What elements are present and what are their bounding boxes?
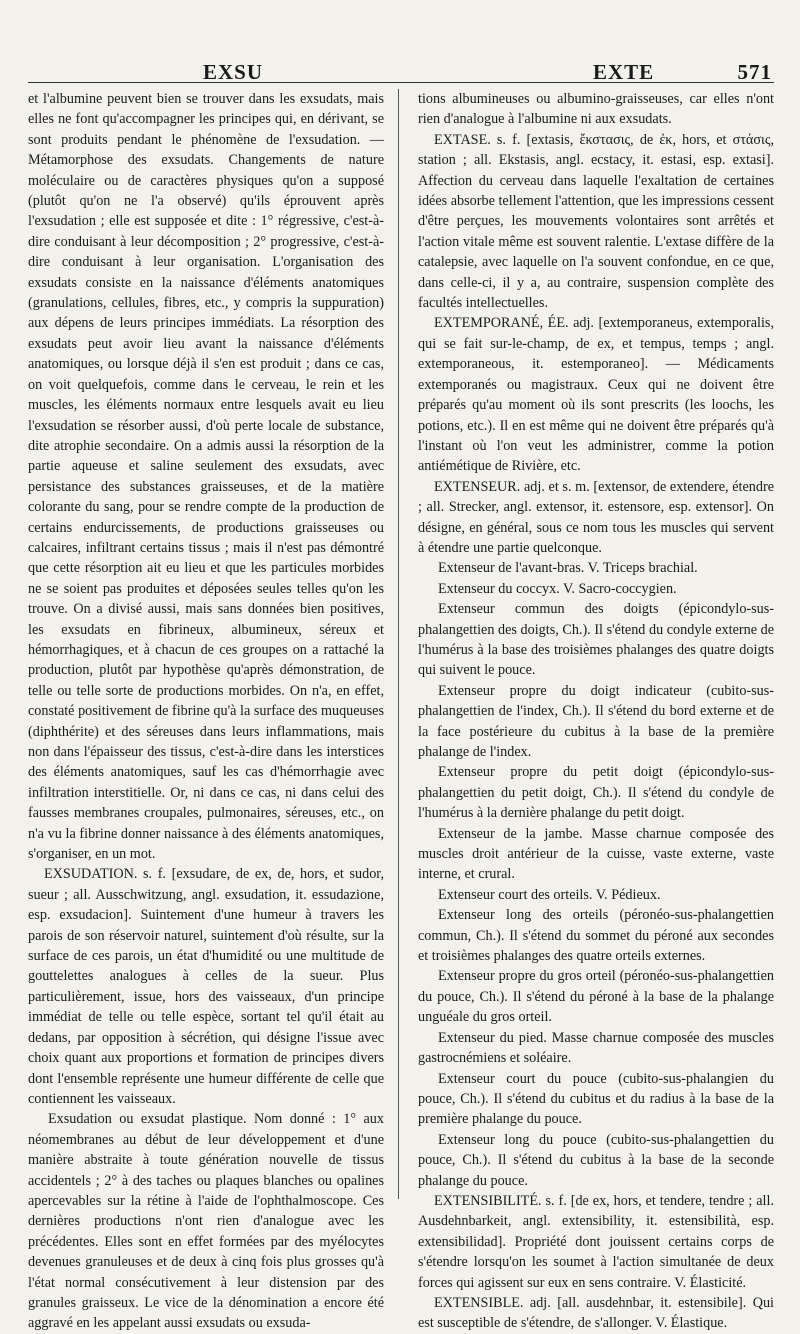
subentry-exsudation-plastique: Exsudation ou exsudat plastique. Nom donné : 1° aux néomembranes au début de leur développement et d'une manière abstraite à toute génération nouvelle de tissus accidentels ; 2° à des taches ou plaques blanches ou opalines apercevables sur la rétine à l'aide de l'ophthalmoscope. Ces dernières productions n'ont rien d'analogue avec les précédentes. Elles sont en effet formées par des myélocytes devenues granuleuses et de deux à cinq fois plus grosses qu'à l'état normal consécutivement à leur distension par des granules graisseux. Le vice de la dénomination a encore été aggravé en les appelant aussi exsudats ou exsuda- <box>28 1111 384 1332</box>
paragraph-exsudats-continued: et l'albumine peuvent bien se trouver dans les exsudats, mais elles ne font qu'accompagner les principes qui, en dérivant, se sont produits pendant le phénomène de l'exsudation. — Métamorphose des exsudats. Changements de nature moléculaire ou de caractères physiques qu'on a supposé (plutôt qu'on ne l'a observé) qu'ils éprouvent après l'exsudation ; elle est supposée et dite : 1° régressive, c'est-à-dire conduisant à leur décomposition ; 2° progressive, c'est-à-dire conduisant à leur organisation. L'organisation des exsudats consiste en la naissance d'éléments anatomiques (granulations, cellules, fibres, etc., y compris la suppuration) aux dépens de leurs principes immédiats. La résorption des exsudats peut avoir lieu avant la naissance d'éléments anatomiques, ou lorsque déjà il s'en est produit ; dans ce cas, on voit quelquefois, comme dans le cerveau, le rein et les muscles, les éléments normaux entre lesquels avait eu lieu l'exsudation se résorber aussi, d'où perte locale de substance, dite atrophie secondaire. On a admis aussi la résorption de la partie aqueuse et saline seulement des exsudats, avec persistance des substances graisseuses, et de la matière colorante du sang, pour se rendre compte de la production de certains endurcissements, de productions graisseuses ou calcaires, infiltrant certains tissus ; mais il n'est pas démontré que cette résorption ait eu lieu et que les particules morbides ne se soient pas produites et déposées seules telles qu'on les trouve. On a divisé aussi, mais sans données bien positives, les exsudats en fibrineux, albumineux, séreux et hémorrhagiques, et à chacun de ces groupes on a rattaché la production, plutôt par hypothèse qu'après démonstration, de telle ou telle sorte de productions morbides. On n'a, en effet, constaté positivement de fibrine qu'à la surface des muqueuses (diphthérite) et des séreuses dans leurs inflammations, mais non dans l'épaisseur des tissus, c'est-à-dire dans les interstices des éléments anatomiques, sauf les cas d'hémorrhagie avec infiltration interstitielle. Or, ni dans ce cas, ni dans celui des fausses membranes croupales, pulmonaires, séreuses, etc., on n'a vu la fibrine donner naissance à des éléments anatomiques, s'organiser, en un mot. <box>28 91 384 863</box>
header-rule <box>28 82 774 83</box>
subentry-extenseur-coccyx: Extenseur du coccyx. V. Sacro-coccygien. <box>438 580 677 597</box>
entry-extensibilite: EXTENSIBILITÉ. s. f. [de ex, hors, et tendere, tendre ; all. Ausdehnbarkeit, angl. extensibility, it. estensibilità, esp. extensibilidad]. Propriété dont jouissent certains corps de s'étendre lorsqu'on les soumet à l'action simultanée de deux forces qui agissent sur eux en sens contraire. V. Élasticité. <box>418 1192 774 1291</box>
left-column <box>28 89 384 1334</box>
paragraph-exsudation-continued: tions albumineuses ou albumino-graisseuses, car elles n'ont rien d'analogue à l'albumine ni aux exsudats. <box>418 91 774 128</box>
column-divider <box>398 89 399 1199</box>
header-left-word: EXSU <box>203 60 264 84</box>
subentry-extenseur-court-pouce: Extenseur court du pouce (cubito-sus-phalangien du pouce, Ch.). Il s'étend du cubitus et du radius à la base de la première phalange du pouce. <box>418 1070 774 1128</box>
subentry-extenseur-petit-doigt: Extenseur propre du petit doigt (épicondylo-sus-phalangettien du petit doigt, Ch.). Il s'étend du condyle de l'humérus à la dernière phalange du petit doigt. <box>418 764 774 822</box>
text-columns <box>28 89 774 1334</box>
entry-extemporane: EXTEMPORANÉ, ÉE. adj. [extemporaneus, extemporalis, qui se fait sur-le-champ, de ex, et tempus, temps ; angl. extemporaneous, it. estemporaneo]. — Médicaments extemporanés ou magistraux. Ceux qui ne doivent être préparés qu'au moment où ils sont prescrits (les loochs, les potions, etc.). Il en est même qui ne doivent être préparés qu'à l'instant où l'on veut les administrer, comme la potion antiémétique de Rivière, etc. <box>418 315 774 475</box>
entry-exsudation: EXSUDATION. s. f. [exsudare, de ex, de, hors, et sudor, sueur ; all. Ausschwitzung, angl. exsudation, it. essudazione, esp. exsudacion]. Suintement d'une humeur à travers les parois de son réservoir naturel, suintement d'où résulte, sur la surface de ces parois, un état d'humidité ou une multitude de gouttelettes analogues à celles de la sueur. Plus particulièrement, issue, hors des vaisseaux, d'un principe immédiat de telle ou telle espèce, sortant tel qu'il était au dedans, par opposition à sécrétion, qui désigne l'issue avec choix quant aux proportions et formation de principes divers dont l'ensemble représente une humeur différente de celle que contiennent les vaisseaux. <box>28 866 384 1107</box>
subentry-extenseur-pied: Extenseur du pied. Masse charnue composée des muscles gastrocnémiens et soléaire. <box>418 1029 774 1067</box>
page-number: 571 <box>737 60 772 84</box>
subentry-extenseur-indicateur: Extenseur propre du doigt indicateur (cubito-sus-phalangettien de l'index, Ch.). Il s'étend du bord externe et de la face postérieure du cubitus à la base de la première phalange de l'index. <box>418 682 774 760</box>
subentry-extenseur-gros-orteil: Extenseur propre du gros orteil (péronéo-sus-phalangettien du pouce, Ch.). Il s'étend du péroné à la base de la phalange unguéale du gros orteil. <box>418 968 774 1026</box>
subentry-extenseur-long-orteils: Extenseur long des orteils (péronéo-sus-phalangettien commun, Ch.). Il s'étend du sommet du péroné aux secondes et troisièmes phalanges des quatre orteils externes. <box>418 907 774 965</box>
subentry-extenseur-jambe: Extenseur de la jambe. Masse charnue composée des muscles droit antérieur de la cuisse, vaste externe, vaste interne, et crural. <box>418 825 774 883</box>
header-right-word: EXTE <box>593 60 655 84</box>
running-header <box>28 40 774 84</box>
subentry-extenseur-long-pouce: Extenseur long du pouce (cubito-sus-phalangettien du pouce, Ch.). Il s'étend du cubitus à la base de la seconde phalange du pouce. <box>418 1131 774 1189</box>
entry-extensible: EXTENSIBLE. adj. [all. ausdehnbar, it. estensibile]. Qui est susceptible de s'étendre, de s'allonger. V. Élastique. <box>418 1294 774 1332</box>
subentry-extenseur-commun-doigts: Extenseur commun des doigts (épicondylo-sus-phalangettien des doigts, Ch.). Il s'étend du condyle externe de l'humérus à la base des troisièmes phalanges des quatre doigts qui suivent le pouce. <box>418 601 774 679</box>
right-column <box>418 89 774 1334</box>
entry-extenseur: EXTENSEUR. adj. et s. m. [extensor, de extendere, étendre ; all. Strecker, angl. extensor, it. estensore, esp. extensor]. On désigne, en général, sous ce nom tous les muscles qui servent à étendre une partie quelconque. <box>418 478 774 556</box>
subentry-extenseur-court-orteils: Extenseur court des orteils. V. Pédieux. <box>438 886 661 903</box>
entry-extase: EXTASE. s. f. [extasis, ἔκστασις, de ἐκ, hors, et στάσις, station ; all. Ekstasis, angl. ecstacy, it. estasi, esp. extasi]. Affection du cerveau dans laquelle l'exaltation de certaines idées absorbe tellement l'attention, que les impressions cessent d'être perçues, les mouvements volontaires sont arrêtés et l'action vitale même est souvent ralentie. L'extase diffère de la catalepsie, avec laquelle on l'a souvent confondue, en ce que, dans celle-ci, il y a, au contraire, suspension complète des facultés intellectuelles. <box>418 131 774 312</box>
subentry-extenseur-avant-bras: Extenseur de l'avant-bras. V. Triceps brachial. <box>438 560 698 577</box>
